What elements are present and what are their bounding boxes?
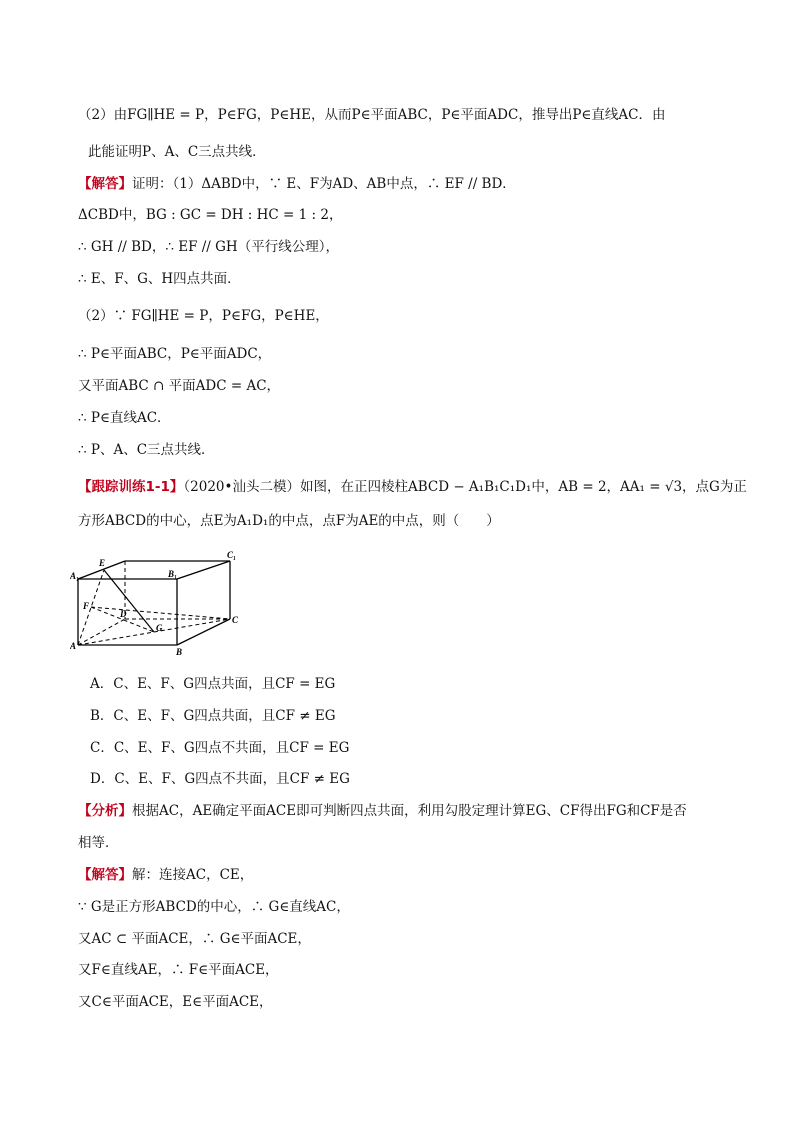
answer-text: 证明：（1）ΔABD中，∵ E、F为AD、AB中点，∴ EF // BD． — [132, 176, 516, 192]
training-text: （2020•汕头二模）如图，在正四棱柱ABCD − A₁B₁C₁D₁中，AB = 2，AA₁ = √3，点G为正 — [183, 479, 747, 495]
answer-tag: 【解答】 — [78, 176, 132, 192]
label-A: A — [70, 641, 77, 651]
text-line: ∴ E、F、G、H四点共面． — [78, 271, 241, 287]
analysis-text-2: 相等． — [78, 835, 119, 851]
text-line: ∴ P、A、C三点共线． — [78, 442, 215, 458]
option-a: A．C、E、F、G四点共面，且CF = EG — [90, 676, 336, 692]
label-C1: C₁ — [227, 550, 237, 560]
analysis-tag: 【分析】 — [78, 803, 132, 819]
option-b: B．C、E、F、G四点共面，且CF ≠ EG — [90, 708, 336, 724]
analysis-text: 根据AC，AE确定平面ACE即可判断四点共面，利用勾股定理计算EG、CF得出FG和CF是否 — [132, 803, 687, 819]
option-d: D．C、E、F、G四点不共面，且CF ≠ EG — [90, 771, 350, 787]
answer-text-2: 解：连接AC，CE， — [132, 867, 254, 883]
label-A1: A₁ — [70, 571, 80, 581]
answer-block — [78, 175, 516, 193]
solution-line: 又F∈直线AE，∴ F∈平面ACE， — [78, 962, 279, 978]
text-line: （2）由FG∥HE = P，P∈FG，P∈HE，从而P∈平面ABC，P∈平面ADC，推导出P∈直线AC．由 — [78, 107, 666, 123]
solution-line: ∵ G是正方形ABCD的中心，∴ G∈直线AC， — [78, 899, 350, 915]
text-line: ∴ GH // BD，∴ EF // GH（平行线公理）， — [78, 239, 339, 255]
text-line: ΔCBD中，BG : GC = DH : HC = 1 : 2， — [78, 207, 343, 223]
label-G: G — [156, 623, 163, 633]
label-B1: B₁ — [168, 569, 178, 579]
label-F: F — [83, 601, 90, 611]
text-line: 又平面ABC ∩ 平面ADC = AC， — [78, 378, 281, 394]
answer-block-2 — [78, 866, 253, 884]
training-heading — [78, 478, 747, 496]
analysis-block — [78, 802, 687, 820]
prism-figure — [70, 549, 240, 659]
label-C: C — [232, 615, 239, 625]
option-c: C．C、E、F、G四点不共面，且CF = EG — [90, 740, 350, 756]
label-D: D — [120, 609, 127, 619]
label-E: E — [99, 558, 106, 568]
text-line: ∴ P∈平面ABC，P∈平面ADC， — [78, 346, 272, 362]
text-line: （2）∵ FG∥HE = P，P∈FG，P∈HE， — [78, 308, 329, 324]
label-B: B — [176, 647, 183, 657]
text-line: ∴ P∈直线AC． — [78, 410, 171, 426]
answer-tag-2: 【解答】 — [78, 867, 132, 883]
training-tag: 【跟踪训练1-1】 — [78, 479, 184, 495]
text-line: 此能证明P、A、C三点共线． — [88, 144, 266, 160]
solution-line: 又AC ⊂ 平面ACE，∴ G∈平面ACE， — [78, 931, 311, 947]
solution-line: 又C∈平面ACE，E∈平面ACE， — [78, 994, 273, 1010]
training-text-2: 方形ABCD的中心，点E为A₁D₁的中点，点F为AE的中点，则（ ） — [78, 513, 500, 529]
